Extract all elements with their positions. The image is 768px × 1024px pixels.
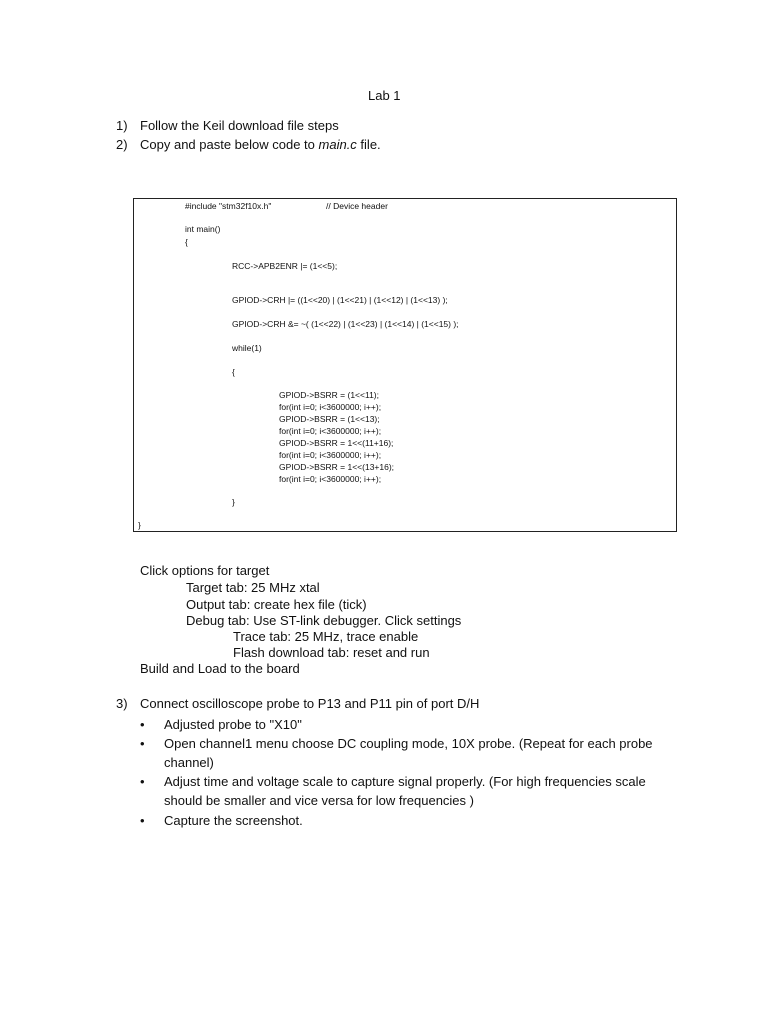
code-box — [133, 198, 677, 532]
code-while: while(1) — [232, 343, 262, 353]
bullet-text-3-line-2: should be smaller and vice versa for low frequencies ) — [164, 793, 474, 808]
options-build-load: Build and Load to the board — [140, 661, 300, 676]
step-2-text — [140, 137, 381, 152]
code-loop-line-1: GPIOD->BSRR = (1<<11); — [279, 390, 379, 400]
options-trace-tab: Trace tab: 25 MHz, trace enable — [233, 629, 419, 644]
code-while-close-brace: } — [232, 497, 235, 507]
options-heading: Click options for target — [140, 563, 270, 578]
options-target-tab: Target tab: 25 MHz xtal — [186, 580, 320, 595]
step-3 — [116, 696, 616, 712]
code-include-comment: // Device header — [326, 201, 388, 211]
step-2-number: 2) — [116, 137, 128, 152]
code-main-close-brace: } — [138, 520, 141, 530]
step-3-text: Connect oscilloscope probe to P13 and P11 pin of port D/H — [140, 696, 480, 711]
code-while-open-brace: { — [232, 367, 235, 377]
code-loop-line-6: for(int i=0; i<3600000; i++); — [279, 450, 382, 460]
step-2 — [116, 137, 516, 153]
step-2-filename: main.c — [318, 137, 357, 152]
options-output-tab: Output tab: create hex file (tick) — [186, 597, 367, 612]
code-main-open-brace: { — [185, 237, 188, 247]
options-debug-tab: Debug tab: Use ST-link debugger. Click settings — [186, 613, 462, 628]
options-flash-tab: Flash download tab: reset and run — [233, 645, 430, 660]
code-loop-line-4: for(int i=0; i<3600000; i++); — [279, 426, 382, 436]
step-1-number: 1) — [116, 118, 128, 133]
bullet-text-2-line-1: Open channel1 menu choose DC coupling mode, 10X probe. (Repeat for each probe — [164, 736, 653, 751]
step-1 — [116, 118, 516, 134]
code-loop-line-3: GPIOD->BSRR = (1<<13); — [279, 414, 380, 424]
step-2-text-start: Copy and paste below code to — [140, 137, 319, 152]
bullet-item-2 — [140, 734, 660, 772]
bullet-marker: • — [140, 813, 145, 828]
code-crh-clear-line: GPIOD->CRH &= ~( (1<<22) | (1<<23) | (1<<14) | (1<<15) ); — [232, 319, 459, 329]
code-main-signature: int main() — [185, 224, 221, 234]
bullet-text-3-line-1: Adjust time and voltage scale to capture signal properly. (For high frequencies scale — [164, 774, 646, 789]
bullet-marker: • — [140, 774, 145, 789]
step-1-text: Follow the Keil download file steps — [140, 118, 339, 133]
bullet-item-1 — [140, 715, 660, 734]
code-rcc-line: RCC->APB2ENR |= (1<<5); — [232, 261, 338, 271]
bullet-item-3 — [140, 772, 660, 810]
step-2-text-end: file. — [356, 137, 381, 152]
code-loop-line-7: GPIOD->BSRR = 1<<(13+16); — [279, 462, 395, 472]
bullet-item-4 — [140, 811, 660, 830]
bullet-text-4: Capture the screenshot. — [164, 813, 303, 828]
bullet-text-2-line-2: channel) — [164, 755, 214, 770]
page-title: Lab 1 — [368, 88, 401, 103]
code-loop-line-2: for(int i=0; i<3600000; i++); — [279, 402, 382, 412]
code-loop-line-5: GPIOD->BSRR = 1<<(11+16); — [279, 438, 394, 448]
step-3-number: 3) — [116, 696, 128, 711]
bullet-text-1: Adjusted probe to "X10" — [164, 717, 302, 732]
code-loop-line-8: for(int i=0; i<3600000; i++); — [279, 474, 382, 484]
code-crh-set-line: GPIOD->CRH |= ((1<<20) | (1<<21) | (1<<12) | (1<<13) ); — [232, 295, 448, 305]
bullet-marker: • — [140, 717, 145, 732]
code-include: #include "stm32f10x.h" — [185, 201, 272, 211]
bullet-marker: • — [140, 736, 145, 751]
